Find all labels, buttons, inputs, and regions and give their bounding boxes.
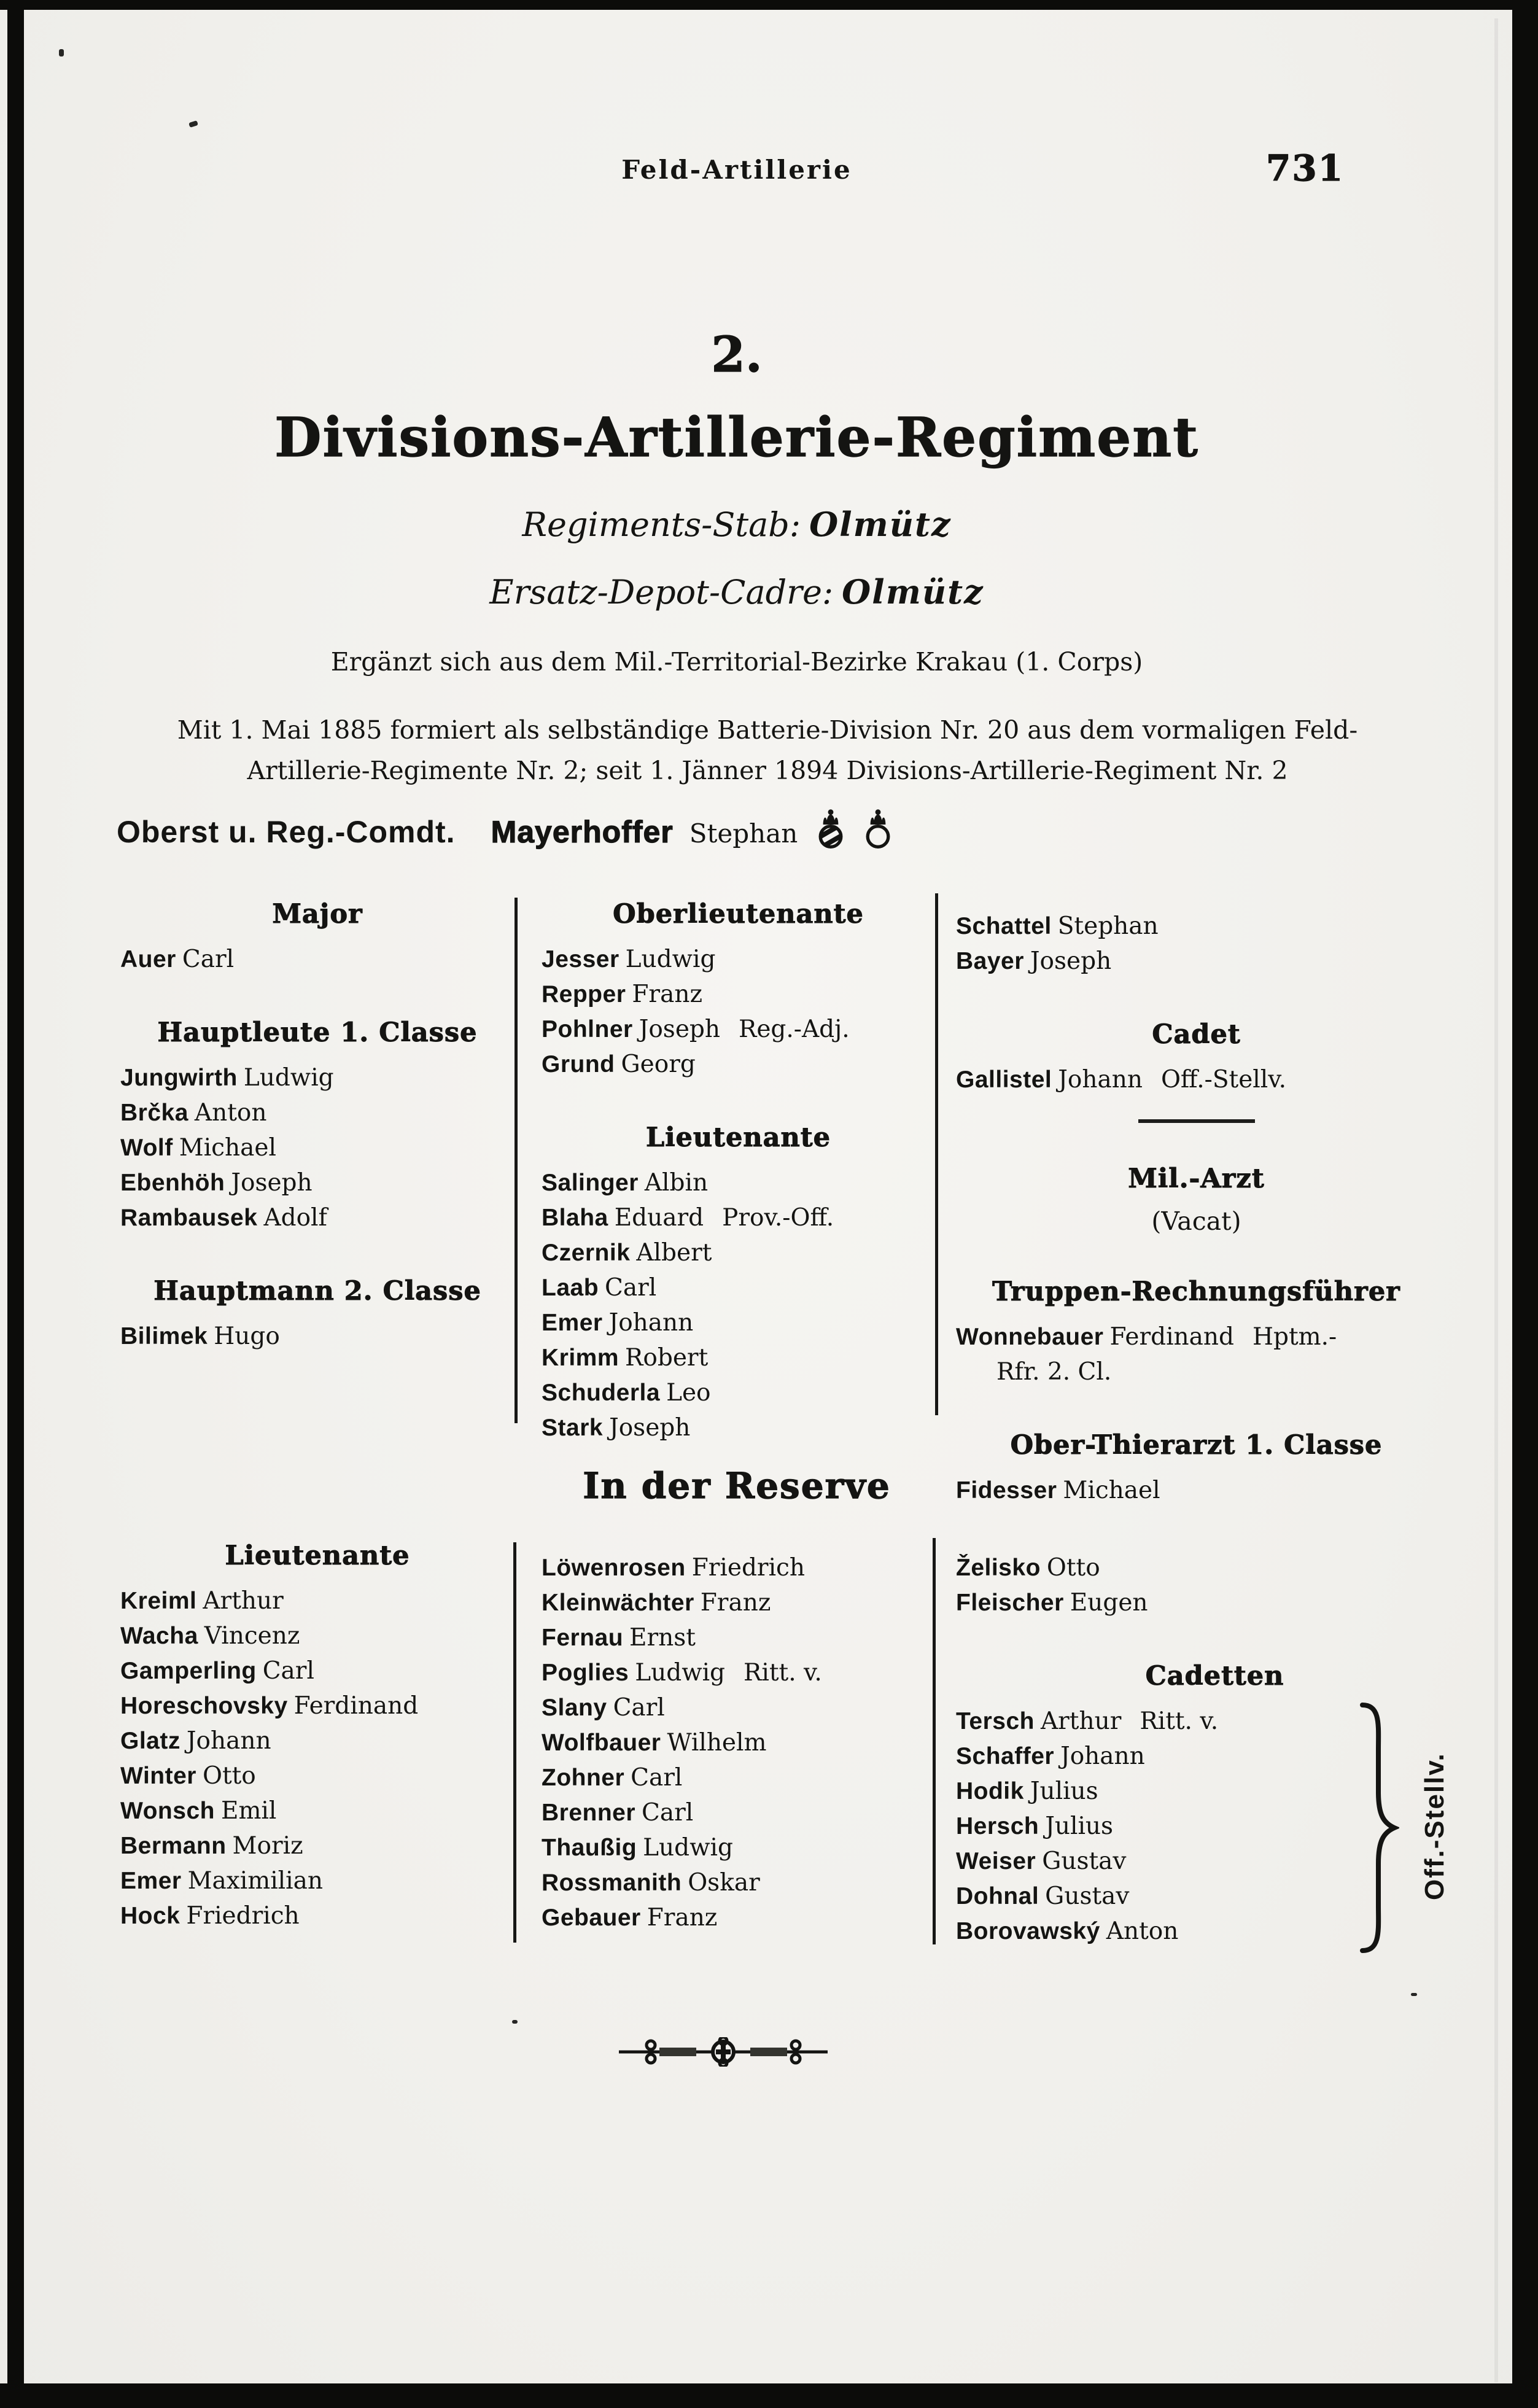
column-rule [515, 898, 518, 1423]
surname: Schuderla [542, 1380, 661, 1406]
forename: Franz [700, 1589, 771, 1617]
forename: Ferdinand [1109, 1323, 1235, 1351]
surname: Wonsch [120, 1798, 215, 1824]
commander-rank: Oberst u. Reg.-Comdt. [117, 815, 456, 849]
roster-entry [542, 1550, 935, 1585]
scan-edge-bottom [0, 2383, 1538, 2408]
forename: Carl [182, 946, 235, 973]
roster-list [956, 1319, 1437, 1389]
forename: Carl [642, 1799, 694, 1827]
forename: Anton [1106, 1917, 1179, 1945]
forename: Carl [262, 1657, 314, 1685]
forename: Adolf [263, 1204, 327, 1232]
roster-entry [956, 1062, 1437, 1097]
surname: Kleinwächter [542, 1590, 694, 1616]
roster-entry [120, 1758, 515, 1793]
roster-entry [120, 1828, 515, 1863]
roster-entry [956, 1585, 1474, 1620]
ornament-divider-icon [619, 2037, 828, 2069]
roster-entry [956, 1319, 1437, 1354]
scan-edge-top [0, 0, 1538, 10]
surname: Slany [542, 1695, 607, 1721]
surname: Salinger [542, 1170, 639, 1196]
page-edge-shadow [1494, 18, 1498, 2382]
roster-column [117, 1538, 515, 1956]
column-rule [935, 893, 938, 1415]
roster-entry [542, 1235, 935, 1270]
forename: Gustav [1042, 1847, 1127, 1875]
scan-speck [1411, 1993, 1417, 1996]
roster-entry [542, 1655, 935, 1690]
surname: Wolfbauer [542, 1730, 661, 1756]
forename: Friedrich [691, 1554, 806, 1582]
depot-place: Olmütz [842, 572, 984, 612]
surname: Brenner [542, 1800, 636, 1826]
surname: Löwenrosen [542, 1555, 686, 1581]
surname: Hersch [956, 1813, 1039, 1839]
roster-entry [542, 1305, 935, 1340]
roster-column [935, 896, 1437, 1508]
roster-entry [120, 1653, 515, 1688]
surname: Tersch [956, 1708, 1035, 1734]
running-header: Feld-Artillerie [621, 155, 852, 185]
reserve-roster [117, 1538, 1474, 1956]
commander-line [117, 808, 892, 853]
surname: Fidesser [956, 1477, 1057, 1504]
forename: Johann [1058, 1066, 1143, 1093]
forename: Johann [186, 1727, 271, 1755]
surname: Bayer [956, 948, 1024, 974]
forename: Michael [1063, 1477, 1160, 1504]
surname: Rambausek [120, 1205, 258, 1231]
forename: Moriz [232, 1832, 303, 1860]
roster-entry [542, 1410, 935, 1445]
stab-label: Regiments-Stab: [522, 505, 801, 544]
page-number: 731 [1266, 147, 1345, 189]
rank-heading: Lieutenante [225, 1540, 410, 1571]
surname: Poglies [542, 1660, 629, 1686]
roster-list [542, 1165, 935, 1445]
roster-list [542, 1550, 935, 1935]
roster-entry [542, 1900, 935, 1935]
forename: Carl [605, 1274, 657, 1302]
forename: Hugo [214, 1322, 280, 1350]
forename: Albert [636, 1239, 712, 1267]
forename: Friedrich [186, 1902, 300, 1930]
roster-entry [120, 1793, 515, 1828]
commander-forename: Stephan [689, 818, 798, 849]
forename: Julius [1045, 1812, 1114, 1840]
regiments-stab-line [0, 505, 1474, 544]
crowned-medal-hatched-icon [817, 808, 845, 853]
roster-list [956, 909, 1437, 979]
reserve-title: In der Reserve [583, 1465, 891, 1507]
roster-entry [956, 944, 1437, 979]
forename: Julius [1030, 1777, 1098, 1805]
forename: Wilhelm [667, 1729, 767, 1757]
surname: Rossmanith [542, 1870, 682, 1896]
rank-heading: Mil.-Arzt [1128, 1163, 1265, 1194]
surname: Dohnal [956, 1883, 1039, 1909]
forename: Oskar [688, 1869, 760, 1897]
forename: Carl [613, 1694, 665, 1722]
history-paragraph [104, 710, 1431, 791]
roster-column [117, 896, 515, 1508]
page-title: Divisions-Artillerie-Regiment [274, 405, 1199, 469]
rank-heading: Cadet [1152, 1019, 1241, 1050]
forename: Johann [608, 1309, 694, 1337]
commander-surname: Mayerhoffer [491, 815, 674, 849]
duty-suffix: Hptm.- [1253, 1323, 1337, 1351]
rank-heading: Hauptmann 2. Classe [153, 1276, 481, 1307]
surname: Wacha [120, 1623, 198, 1649]
surname: Bermann [120, 1833, 227, 1859]
forename: Vincenz [204, 1622, 300, 1650]
surname: Winter [120, 1763, 196, 1789]
section-divider-rule [1138, 1119, 1255, 1123]
forename: Anton [194, 1099, 267, 1127]
crowned-medal-outline-icon [864, 808, 892, 853]
stab-place: Olmütz [809, 505, 952, 544]
surname: Ebenhöh [120, 1170, 225, 1196]
roster-entry [542, 1795, 935, 1830]
roster-list [120, 1583, 515, 1933]
surname: Auer [120, 946, 176, 973]
roster-entry [542, 1047, 935, 1082]
scan-speck [188, 120, 198, 128]
forename: Michael [179, 1134, 276, 1162]
surname: Fleischer [956, 1590, 1064, 1616]
roster-list [956, 1550, 1474, 1620]
forename: Ludwig [635, 1659, 726, 1687]
rank-heading: Lieutenante [645, 1122, 831, 1153]
forename: Ludwig [243, 1064, 334, 1092]
surname: Schaffer [956, 1743, 1055, 1769]
surname: Gallistel [956, 1066, 1052, 1093]
roster-entry [120, 1130, 515, 1165]
surname: Glatz [120, 1728, 181, 1754]
duty-suffix: Ritt. v. [1140, 1707, 1219, 1735]
section-number: 2. [711, 325, 763, 383]
column-rule [513, 1542, 516, 1943]
forename: Eugen [1070, 1589, 1148, 1617]
forename: Joseph [231, 1169, 313, 1197]
forename: Carl [631, 1764, 683, 1792]
forename: Robert [625, 1344, 709, 1372]
roster-entry [120, 1898, 515, 1933]
roster-entry [120, 1319, 515, 1354]
roster-entry [542, 1200, 935, 1235]
surname: Krimm [542, 1345, 619, 1371]
surname: Gamperling [120, 1658, 257, 1684]
surname: Schattel [956, 913, 1052, 939]
forename: Franz [632, 981, 702, 1008]
roster-list [120, 942, 515, 977]
roster-entry [120, 1583, 515, 1618]
duty-suffix: Off.-Stellv. [1160, 1066, 1287, 1093]
forename: Albin [644, 1169, 709, 1197]
surname: Repper [542, 981, 626, 1008]
forename: Ernst [629, 1624, 696, 1652]
roster-entry [956, 1550, 1474, 1585]
roster-entry [542, 1690, 935, 1725]
forename: Emil [220, 1797, 277, 1825]
surname: Thaußig [542, 1835, 637, 1861]
roster-column [515, 1538, 935, 1956]
surname: Emer [120, 1868, 182, 1894]
scan-edge-right [1512, 9, 1538, 2391]
forename: Joseph [1030, 947, 1112, 975]
surname: Pohlner [542, 1016, 633, 1043]
surname: Zohner [542, 1765, 625, 1791]
roster-entry [542, 942, 935, 977]
forename: Arthur [1041, 1707, 1122, 1735]
roster-entry [542, 1165, 935, 1200]
roster-list [120, 1060, 515, 1235]
roster-entry [542, 1830, 935, 1865]
forename: Eduard [614, 1204, 704, 1232]
forename: Franz [647, 1904, 718, 1932]
roster-entry [120, 1095, 515, 1130]
surname: Emer [542, 1310, 603, 1336]
forename: Gustav [1045, 1882, 1130, 1910]
roster-entry [120, 1688, 515, 1723]
surname: Grund [542, 1051, 615, 1078]
recruiting-note: Ergänzt sich aus dem Mil.-Territorial-Bezirke Krakau (1. Corps) [330, 647, 1143, 677]
surname: Laab [542, 1275, 599, 1301]
forename: Stephan [1057, 912, 1159, 940]
duty-suffix: Prov.-Off. [722, 1204, 834, 1232]
surname: Weiser [956, 1848, 1036, 1874]
surname: Želisko [956, 1555, 1041, 1581]
roster-entry [120, 1165, 515, 1200]
scan-speck [59, 49, 64, 56]
rank-heading: Major [272, 899, 363, 930]
depot-label: Ersatz-Depot-Cadre: [489, 573, 834, 612]
surname: Stark [542, 1415, 604, 1441]
scan-speck [512, 2020, 518, 2024]
roster-entry [120, 942, 515, 977]
surname: Bilimek [120, 1323, 208, 1350]
roster-list [542, 942, 935, 1082]
surname: Borovawský [956, 1918, 1100, 1944]
surname: Jungwirth [120, 1065, 238, 1091]
forename: Leo [666, 1379, 711, 1407]
roster-entry [542, 1725, 935, 1760]
surname: Brčka [120, 1100, 188, 1126]
roster-entry [120, 1863, 515, 1898]
surname: Blaha [542, 1205, 608, 1231]
forename: Johann [1060, 1742, 1145, 1770]
column-rule [933, 1538, 936, 1944]
roster-list [120, 1319, 515, 1354]
roster-entry-continued: Rfr. 2. Cl. [996, 1358, 1112, 1386]
roster-entry [542, 1760, 935, 1795]
forename: Joseph [609, 1414, 691, 1442]
surname: Wonnebauer [956, 1324, 1104, 1350]
roster-column [935, 1538, 1474, 1956]
brace-icon [1356, 1700, 1399, 1958]
roster-list [956, 1704, 1474, 1949]
rank-heading: Oberlieutenante [613, 899, 864, 930]
history-line: Mit 1. Mai 1885 formiert als selbständige Batterie-Division Nr. 20 aus dem vormaligen Feld- [177, 715, 1358, 745]
brace-label: Off.-Stellv. [1420, 1752, 1450, 1900]
surname: Czernik [542, 1240, 631, 1266]
surname: Hodik [956, 1778, 1024, 1804]
duty-suffix: Reg.-Adj. [738, 1016, 850, 1043]
roster-entry [120, 1618, 515, 1653]
roster-entry [542, 977, 935, 1012]
surname: Horeschovsky [120, 1693, 288, 1719]
surname: Jesser [542, 946, 619, 973]
rank-heading: Truppen-Rechnungsführer [992, 1276, 1400, 1307]
surname: Wolf [120, 1135, 173, 1161]
surname: Kreiml [120, 1588, 197, 1614]
roster-entry [542, 1865, 935, 1900]
roster-entry [542, 1585, 935, 1620]
vacancy-note: (Vacat) [1151, 1206, 1241, 1236]
surname: Gebauer [542, 1905, 641, 1931]
ersatz-depot-line [0, 572, 1474, 612]
rank-heading: Ober-Thierarzt 1. Classe [1010, 1430, 1383, 1461]
forename: Arthur [203, 1587, 284, 1615]
duty-suffix: Ritt. v. [744, 1659, 822, 1687]
forename: Otto [202, 1762, 256, 1790]
roster-column [515, 896, 935, 1508]
surname: Fernau [542, 1625, 624, 1651]
roster-entry [542, 1375, 935, 1410]
forename: Otto [1046, 1554, 1100, 1582]
rank-heading: Hauptleute 1. Classe [157, 1017, 478, 1048]
roster-entry [120, 1060, 515, 1095]
roster-list [956, 1062, 1437, 1097]
roster-entry [120, 1200, 515, 1235]
forename: Ludwig [643, 1834, 733, 1862]
forename: Maximilian [187, 1867, 323, 1895]
forename: Ferdinand [293, 1692, 419, 1720]
forename: Ludwig [625, 946, 716, 973]
roster-entry [542, 1012, 935, 1047]
history-line: Artillerie-Regimente Nr. 2; seit 1. Jänner 1894 Divisions-Artillerie-Regiment Nr. 2 [247, 756, 1288, 785]
surname: Hock [120, 1903, 181, 1929]
roster-entry [542, 1340, 935, 1375]
roster-entry [956, 909, 1437, 944]
roster-entry [542, 1270, 935, 1305]
forename: Georg [621, 1051, 696, 1078]
forename: Joseph [639, 1016, 720, 1043]
roster-entry [542, 1620, 935, 1655]
rank-heading: Cadetten [1145, 1661, 1284, 1691]
roster-entry [120, 1723, 515, 1758]
